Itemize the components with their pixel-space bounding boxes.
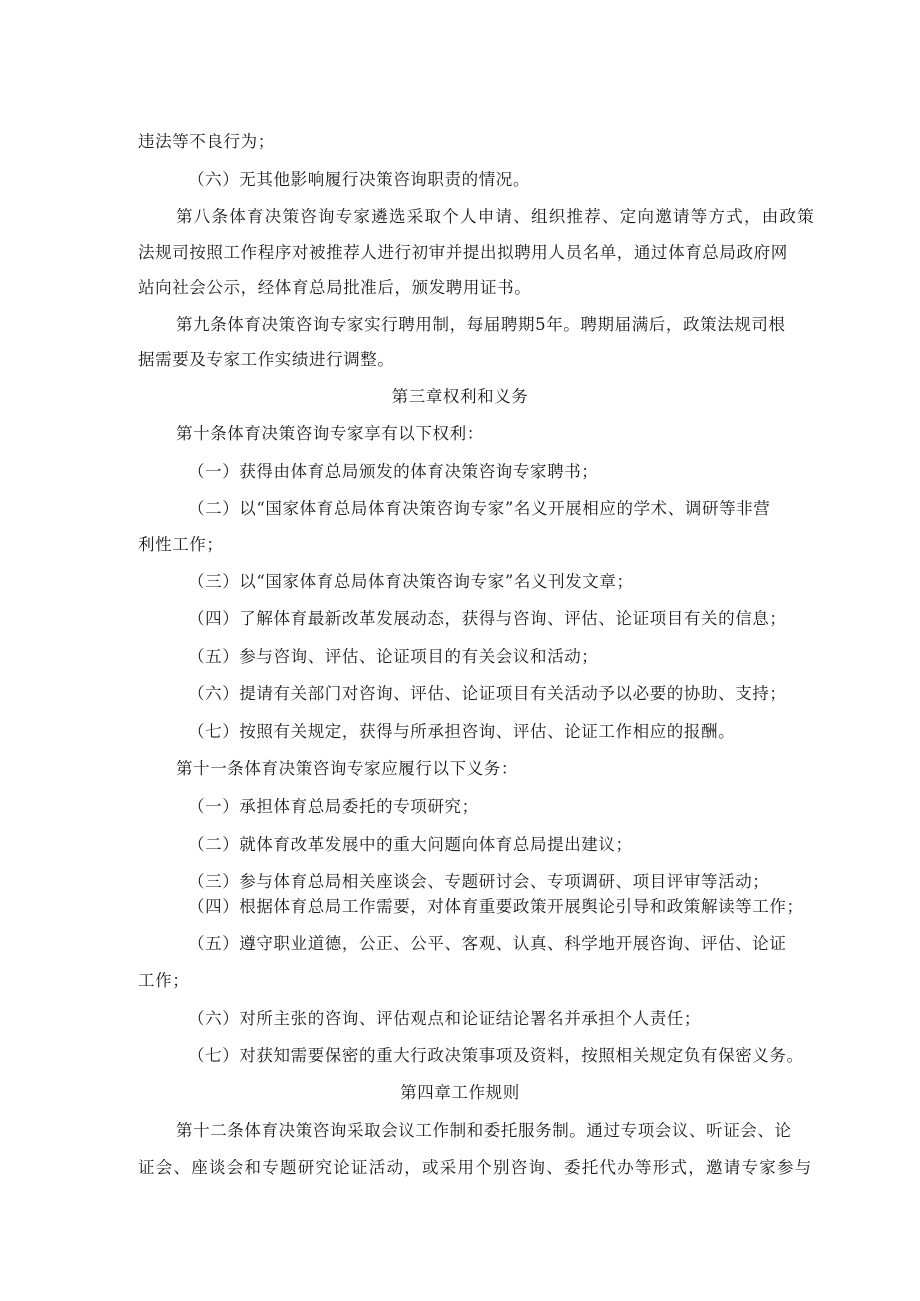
list-item: （四）了解体育最新改革发展动态，获得与咨询、评估、论证项目有关的信息； <box>188 609 787 628</box>
article-9-line-1: 第九条体育决策咨询专家实行聘用制，每届聘期5年。聘期届满后，政策法规司根 <box>176 315 786 334</box>
chapter-4-heading: 第四章工作规则 <box>400 1083 520 1102</box>
list-item: （五）遵守职业道德，公正、公平、客观、认真、科学地开展咨询、评估、论证 <box>188 934 787 953</box>
article-12-line-1: 第十二条体育决策咨询采取会议工作制和委托服务制。通过专项会议、听证会、论 <box>176 1121 792 1140</box>
article-10-title: 第十条体育决策咨询专家享有以下权利： <box>176 424 484 443</box>
article-12-line-2: 证会、座谈会和专题研究论证活动，或采用个别咨询、委托代办等形式，邀请专家参与 <box>138 1158 813 1177</box>
list-item: （四）根据体育总局工作需要，对体育重要政策开展舆论引导和政策解读等工作； <box>188 897 804 916</box>
article-11-title: 第十一条体育决策咨询专家应履行以下义务： <box>176 759 518 778</box>
list-item: （三）以“国家体育总局体育决策咨询专家”名义刊发文章； <box>188 572 634 591</box>
list-item: （三）参与体育总局相关座谈会、专题研讨会、专项调研、项目评审等活动； <box>188 872 770 891</box>
list-item: （二）就体育改革发展中的重大问题向体育总局提出建议； <box>188 835 633 854</box>
list-item: （一）获得由体育总局颁发的体育决策咨询专家聘书； <box>188 462 599 481</box>
list-item: （一）承担体育总局委托的专项研究； <box>188 797 479 816</box>
article-8-line-3: 站向社会公示，经体育总局批准后，颁发聘用证书。 <box>138 278 532 297</box>
list-item: （六）无其他影响履行决策咨询职责的情况。 <box>188 170 530 189</box>
list-item-continuation: 利性工作； <box>138 535 224 554</box>
list-item: （六）提请有关部门对咨询、评估、论证项目有关活动予以必要的协助、支持； <box>188 684 787 703</box>
list-item-continuation: 工作； <box>138 971 190 990</box>
list-item: （五）参与咨询、评估、论证项目的有关会议和活动； <box>188 647 599 666</box>
list-item: （七）按照有关规定，获得与所承担咨询、评估、论证工作相应的报酬。 <box>188 722 736 741</box>
list-item: （七）对获知需要保密的重大行政决策事项及资料，按照相关规定负有保密义务。 <box>188 1046 804 1065</box>
article-9-line-2: 据需要及专家工作实绩进行调整。 <box>138 350 395 369</box>
chapter-3-heading: 第三章权利和义务 <box>391 387 529 406</box>
article-8-line-1: 第八条体育决策咨询专家遴选采取个人申请、组织推荐、定向邀请等方式，由政策 <box>176 207 815 226</box>
list-item: （二）以“国家体育总局体育决策咨询专家”名义开展相应的学术、调研等非营 <box>188 499 771 518</box>
article-8-line-2: 法规司按照工作程序对被推荐人进行初审并提出拟聘用人员名单，通过体育总局政府网 <box>138 243 788 262</box>
text-line: 违法等不良行为； <box>138 132 275 151</box>
list-item: （六）对所主张的咨询、评估观点和论证结论署名并承担个人责任； <box>188 1009 701 1028</box>
